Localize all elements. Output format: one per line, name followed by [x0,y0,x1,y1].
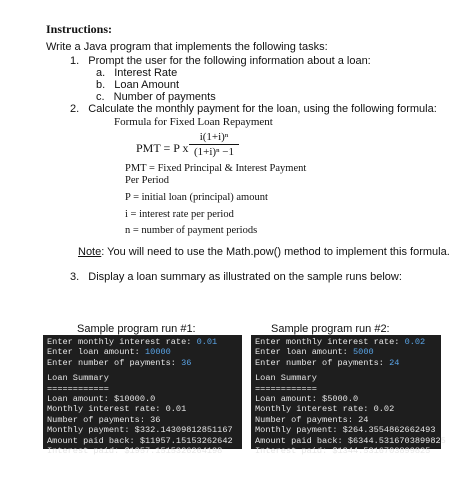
prompt-text: Enter number of payments: [47,357,182,368]
summary-line: Interest paid: $1344.5316703899825 [255,446,431,457]
subitem-marker: b. [96,79,106,91]
terminal-line [255,337,437,347]
definition-i: i = interest rate per period [125,209,234,220]
summary-line: Number of payments: 24 [255,414,369,425]
summary-line: Monthly payment: $332.14309812851167 [47,425,233,436]
subitem-a [96,67,177,79]
sample-run-1-label: Sample program run #1: [77,323,196,335]
intro-text: Write a Java program that implements the following tasks: [46,41,328,53]
subitem-marker: c. [96,91,105,103]
step-3-number: 3. [70,271,80,283]
input-value: 0.01 [196,337,218,347]
subitem-label: Number of payments [113,91,216,103]
step-1-text: Prompt the user for the following information about a loan: [88,55,371,67]
subitem-label: Loan Amount [114,79,180,91]
step-2-text: Calculate the monthly payment for the loan, using the following formula: [88,103,437,115]
input-value: 10000 [145,347,171,358]
terminal-line [255,358,437,368]
formula-numerator: i(1+i)ⁿ [199,131,229,143]
input-value: 0.02 [404,337,426,347]
summary-rule: ============ [255,383,317,394]
definition-pmt: PMT = Fixed Principal & Interest Payment [125,163,307,174]
prompt-text: Enter loan amount: [47,347,145,358]
step-1-number: 1. [70,55,80,67]
subitem-marker: a. [96,67,106,79]
summary-line: Loan amount: $5000.0 [255,394,359,405]
step-1 [70,55,371,67]
subitem-c [96,91,216,103]
summary-line: Amount paid back: $6344.5316703899825 [255,435,446,446]
sample-run-1-terminal [43,335,242,457]
subitem-label: Interest Rate [114,67,178,79]
prompt-text: Enter loan amount: [255,347,353,358]
subitem-b [96,79,179,91]
input-value: 24 [389,357,400,368]
summary-title: Loan Summary [255,373,317,384]
step-3 [70,271,402,283]
definition-pmt-cont: Per Period [125,175,170,186]
prompt-text: Enter number of payments: [255,357,390,368]
prompt-text: Enter monthly interest rate: [255,337,405,347]
summary-line: Loan amount: $10000.0 [47,394,156,405]
step-3-text: Display a loan summary as illustrated on the sample runs below: [88,271,402,283]
terminal-line [47,347,238,357]
summary-line: Monthly interest rate: 0.01 [47,404,187,415]
step-2 [70,103,437,115]
input-value: 5000 [353,347,374,358]
summary-title: Loan Summary [47,373,109,384]
definition-n: n = number of payment periods [125,225,258,236]
prompt-text: Enter monthly interest rate: [47,337,197,347]
terminal-line [47,337,238,347]
terminal-line [255,347,437,357]
sample-run-2-label: Sample program run #2: [271,323,390,335]
note [78,246,450,258]
definition-p: P = initial loan (principal) amount [125,192,268,203]
page-title: Instructions: [46,22,113,36]
terminal-line [47,358,238,368]
sample-run-2-terminal [251,335,446,457]
summary-line: Number of payments: 36 [47,414,161,425]
summary-line: Monthly interest rate: 0.02 [255,404,395,415]
formula-title: Formula for Fixed Loan Repayment [114,116,273,128]
fraction-bar [189,144,239,145]
note-text: : You will need to use the Math.pow() method to implement this formula. [101,246,450,258]
input-value: 36 [181,357,192,368]
formula-denominator: (1+i)ⁿ −1 [193,146,234,158]
summary-line: Interest paid: $1957.1515326264198 [47,446,223,457]
note-label: Note [78,246,102,258]
summary-line: Amount paid back: $11957.15153262642 [47,435,233,446]
summary-rule: ============ [47,383,109,394]
step-2-number: 2. [70,103,80,115]
formula-fraction [189,131,239,158]
formula-lhs: PMT = P x [136,141,189,155]
summary-line: Monthly payment: $264.3554862662493 [255,425,436,436]
